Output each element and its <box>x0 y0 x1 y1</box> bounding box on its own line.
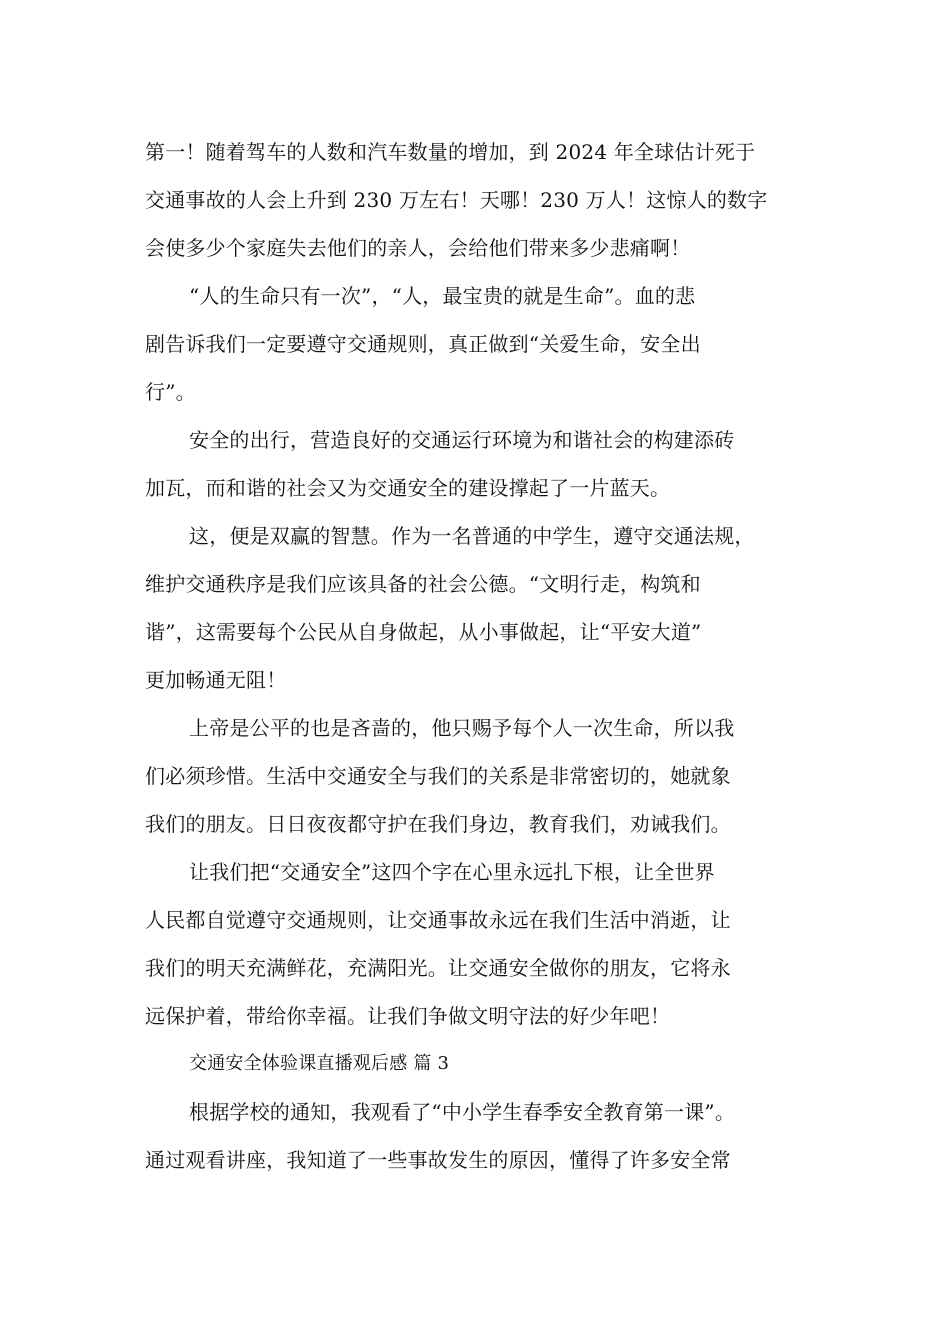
text-line: 通过观看讲座，我知道了一些事故发生的原因，懂得了许多安全常 <box>145 1148 731 1172</box>
text-line: 我们的朋友。日日夜夜都守护在我们身边，教育我们，劝诫我们。 <box>145 812 731 836</box>
text-line: 谐”，这需要每个公民从自身做起，从小事做起，让“平安大道” <box>145 620 702 644</box>
text-line: 上帝是公平的也是吝啬的，他只赐予每个人一次生命，所以我 <box>189 716 735 740</box>
text-line: 人民都自觉遵守交通规则，让交通事故永远在我们生活中消逝，让 <box>145 908 731 932</box>
text-line: 远保护着，带给你幸福。让我们争做文明守法的好少年吧！ <box>145 1004 671 1028</box>
text-line: 根据学校的通知，我观看了“中小学生春季安全教育第一课”。 <box>189 1100 736 1124</box>
text-line: 我们的明天充满鲜花，充满阳光。让交通安全做你的朋友，它将永 <box>145 956 731 980</box>
text-line: 交通事故的人会上升到 230 万左右！天哪！230 万人！这惊人的数字 <box>145 188 768 212</box>
text-line: 安全的出行，营造良好的交通运行环境为和谐社会的构建添砖 <box>189 428 735 452</box>
text-line: 加瓦，而和谐的社会又为交通安全的建设撑起了一片蓝天。 <box>145 476 671 500</box>
text-line: 会使多少个家庭失去他们的亲人，会给他们带来多少悲痛啊！ <box>145 236 691 260</box>
document-body <box>145 128 810 1184</box>
text-line: 剧告诉我们一定要遵守交通规则，真正做到“关爱生命，安全出 <box>145 332 701 356</box>
text-line: 行”。 <box>145 380 196 404</box>
text-line: “人的生命只有一次”，“人，最宝贵的就是生命”。血的悲 <box>189 284 696 308</box>
text-line: 第一！随着驾车的人数和汽车数量的增加，到 2024 年全球估计死于 <box>145 140 756 164</box>
text-line: 让我们把“交通安全”这四个字在心里永远扎下根，让全世界 <box>189 860 715 884</box>
text-line: 这，便是双赢的智慧。作为一名普通的中学生，遵守交通法规， <box>189 524 755 548</box>
text-line: 们必须珍惜。生活中交通安全与我们的关系是非常密切的，她就象 <box>145 764 731 788</box>
text-line: 维护交通秩序是我们应该具备的社会公德。“文明行走，构筑和 <box>145 572 701 596</box>
section-heading: 交通安全体验课直播观后感 篇 3 <box>189 1053 450 1074</box>
text-line: 更加畅通无阻！ <box>145 668 287 692</box>
